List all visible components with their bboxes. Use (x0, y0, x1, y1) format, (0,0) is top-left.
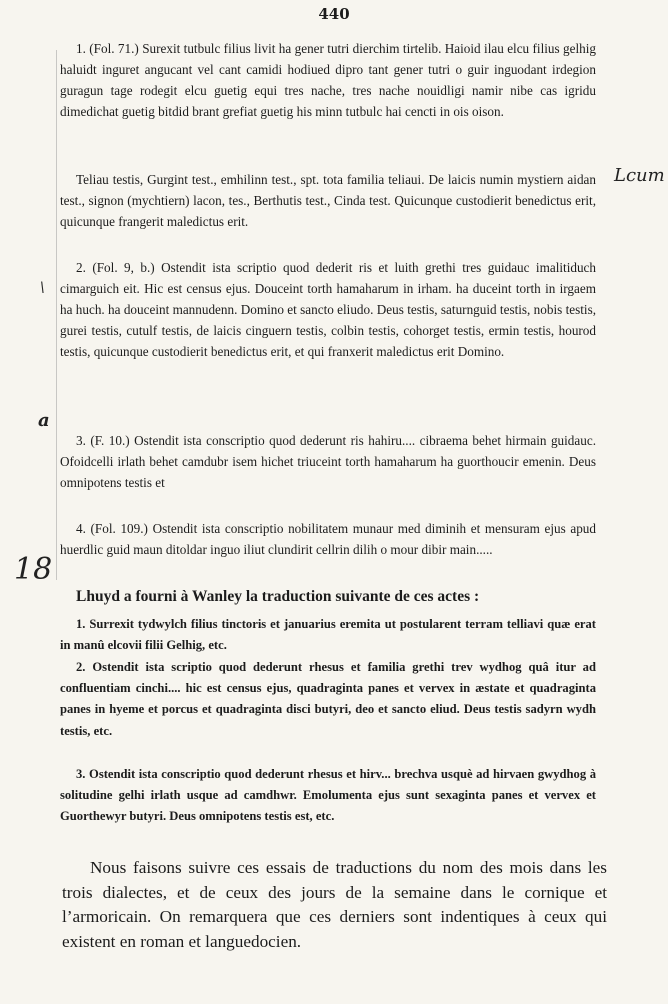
margin-note-a: a (38, 410, 50, 431)
margin-note-mark: \ (40, 280, 45, 296)
translation-paragraph: 1. Surrexit tydwylch filius tinctoris et januarius eremita ut postularent terram telliavi quæ erat in manû elcovii filii Gelhig, etc. (60, 617, 596, 653)
section-heading: Lhuyd a fourni à Wanley la traduction suivante de ces actes : (76, 588, 480, 605)
translation-paragraph: 3. Ostendit ista conscriptio quod dederunt rhesus et hirv... brechva usquè ad hirvaen gwydhog à solitudine gelhi irlath usque ad camdhwr. Emolumenta ejus sunt sexaginta panes et vervex et Guorthewyr butyri. Deus omnipotens testis est, etc. (60, 767, 596, 824)
charter-paragraph: 3. (F. 10.) Ostendit ista conscriptio quod dederunt ris hahiru.... cibraema behet hirmain guidauc. Ofoidcelli irlath behet camdubr isem hichet triuceint torth hamaharum ha guorthoucir emenin. Deus omnipotens testis et (60, 433, 596, 490)
charter-1 (60, 38, 596, 122)
charter-2 (60, 257, 596, 362)
margin-note-18: 18 (14, 552, 53, 587)
charter-paragraph: 2. (Fol. 9, b.) Ostendit ista scriptio quod dederit ris et luith grethi tres guidauc imalitiduch cimarguich eit. Hic est census ejus. Douceint torth hamaharum in irham. ha duceint torth in irgaem ha huch. ha douceint mannudenn. Domino et sancto eliudo. Deus testis, saturnguid testis, nobis testis, gurei testis, cutulf testis, de laicis cinguern testis, colbin testis, cohorget testis, ermin testis, hourod testis, quicunque custodierit benedictus erit, et qui franxerit maledictus erit Domino. (60, 260, 596, 359)
closing-paragraph (62, 856, 607, 955)
charter-4 (60, 518, 596, 560)
translation-2 (60, 657, 596, 742)
charter-1-witnesses (60, 169, 596, 232)
charter-paragraph: 4. (Fol. 109.) Ostendit ista conscriptio nobilitatem munaur med diminih et mensuram ejus apud huerdlic guid maun ditoldar inguo iliut clundirit cellrin dilih o mour dibir main..... (60, 521, 596, 557)
charter-paragraph: 1. (Fol. 71.) Surexit tutbulc filius livit ha gener tutri dierchim tirtelib. Haioid ilau elcu filius gelhig haluidt inguret angucant vel cant camidi hodiued dipro tant gener tutri o guir inguodant irdegion guragun tage rodegit elcu guetig equi tres nache, tres nache nouidligi namir nibe cas igridu dimedichat guetig bitdid brant grefiat guetig his minn tutbulc hai cencti in ois oison. (60, 41, 596, 119)
charter-paragraph: Teliau testis, Gurgint test., emhilinn test., spt. tota familia teliaui. De laicis numin mystiern aidan test., signon (mychtiern) lacon, tes., Berthutis test., Cinda test. Quicunque custodierit benedictus erit, quicunque frangerit maledictus erit. (60, 172, 596, 229)
translation-paragraph: 2. Ostendit ista scriptio quod dederunt rhesus et familia grethi trev wydhog quâ itur ad confluentiam cinchi.... hic est census ejus, quadraginta panes et vervex in æstate et quadraginta panes in hyeme et porcus et quadraginta disci butyri, deo et sancto eliud. Deus testis sadyrn wydh testis, etc. (60, 660, 596, 738)
translation-1 (60, 614, 596, 656)
charter-3 (60, 430, 596, 493)
margin-rule (56, 50, 57, 580)
closing-text: Nous faisons suivre ces essais de traductions du nom des mois dans les trois dialectes, et de ceux des jours de la semaine dans le cornique et l’armoricain. On remarquera que ces derniers sont indentiques à ceux qui existent en roman et languedocien. (62, 858, 607, 952)
translation-3 (60, 764, 596, 828)
page-number: 440 (318, 5, 350, 23)
margin-note-cum: Lcum (614, 165, 665, 186)
